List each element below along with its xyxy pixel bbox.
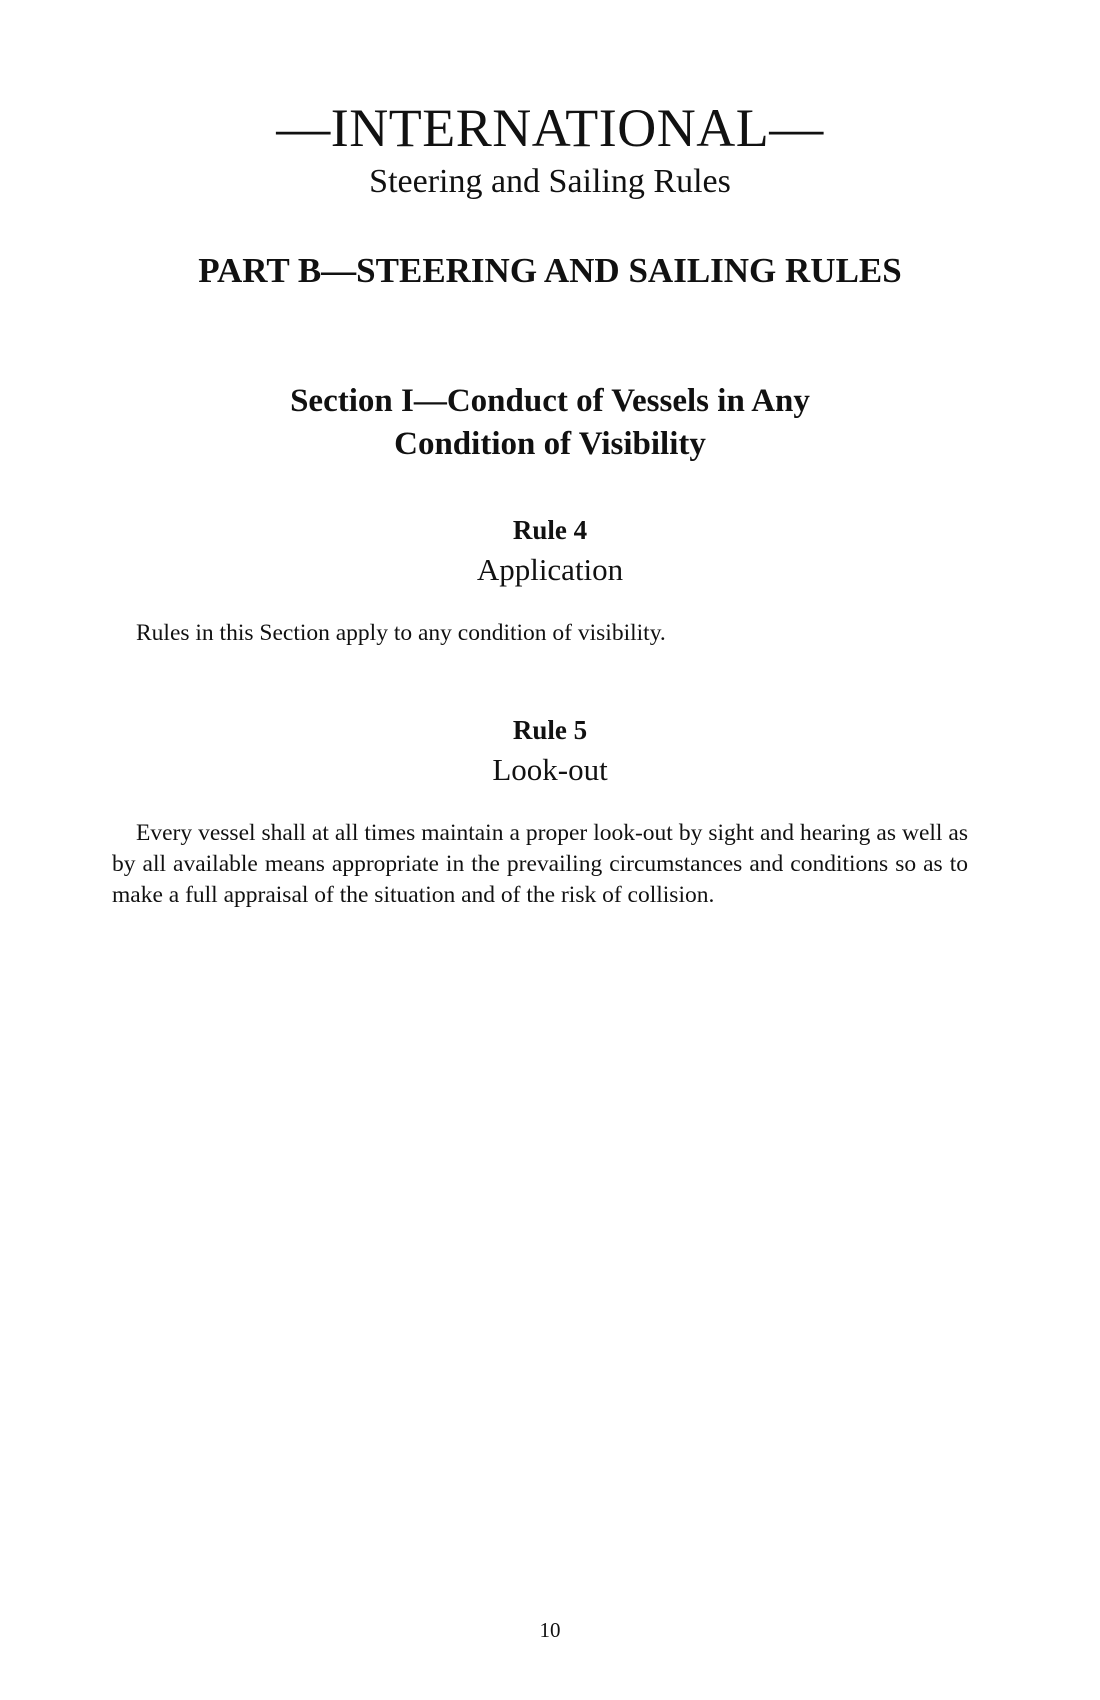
section-title-line-2: Condition of Visibility <box>394 426 706 462</box>
page-number: 10 <box>539 1618 561 1642</box>
rule-5-name: Look-out <box>492 752 608 787</box>
rule-4-text: Rules in this Section apply to any condition of visibility. <box>136 620 666 646</box>
part-title: PART B—STEERING AND SAILING RULES <box>198 251 902 290</box>
rule-5-text: Every vessel shall at all times maintain a proper look-out by sight and hearing as well as by all available means appropriate in the prevailing circumstances and conditions so as to make a full appraisal of the situation and of the risk of collision. <box>112 820 968 908</box>
section-title-line-1: Section I—Conduct of Vessels in Any <box>290 383 810 419</box>
rule-4-name: Application <box>476 552 624 587</box>
section-title <box>0 380 1100 466</box>
rule-4-number: Rule 4 <box>512 515 588 545</box>
rule-5-number: Rule 5 <box>512 715 588 745</box>
running-header-subtitle: Steering and Sailing Rules <box>369 163 731 200</box>
running-header-title: —INTERNATIONAL— <box>276 98 824 158</box>
